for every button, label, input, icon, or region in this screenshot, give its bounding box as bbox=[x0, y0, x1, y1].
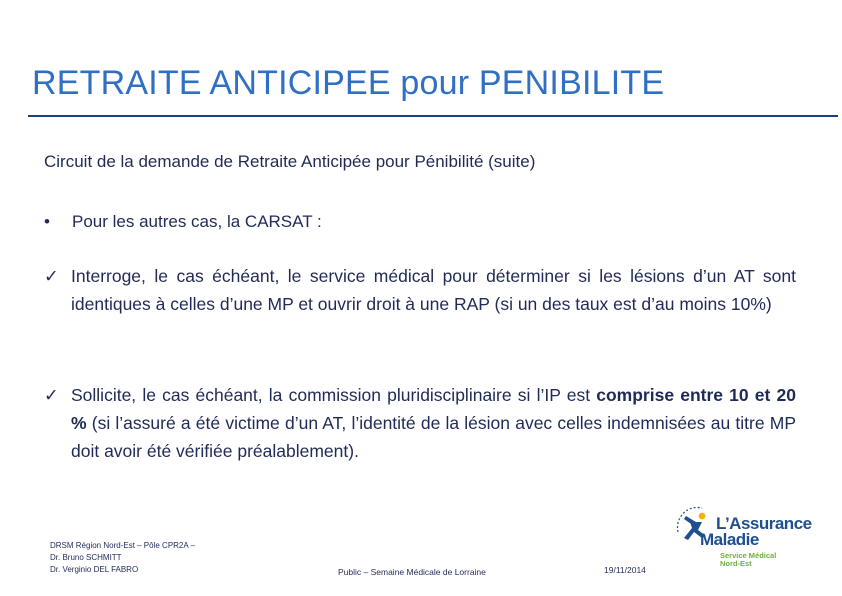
footer-event: Public – Semaine Médicale de Lorraine bbox=[338, 567, 486, 577]
logo-service-line2: Nord-Est bbox=[720, 559, 752, 568]
check-item-1 bbox=[44, 262, 796, 318]
bullet-item bbox=[44, 212, 322, 232]
checkmark-icon: ✓ bbox=[44, 385, 59, 405]
check-item-text: Interroge, le cas échéant, le service médical pour déterminer si les lésions d’un AT sont identiques à celles d’une MP et ouvrir droit à une RAP (si un des taux est d’au moins 10%) bbox=[71, 266, 796, 314]
check-item-text-start: Sollicite, le cas échéant, la commission pluridisciplinaire si l’IP est bbox=[71, 385, 597, 405]
logo-service-label bbox=[720, 552, 776, 568]
check-item-2 bbox=[44, 381, 796, 465]
footer-author-line: DRSM Région Nord-Est – Pôle CPR2A – bbox=[50, 541, 195, 550]
footer-author-line: Dr. Bruno SCHMITT bbox=[50, 553, 122, 562]
check-item-text-emphasis: comprise entre 10 et 20 % bbox=[71, 385, 796, 433]
title-divider bbox=[28, 115, 838, 117]
logo-wordmark-line2: Maladie bbox=[700, 530, 759, 549]
slide-subtitle: Circuit de la demande de Retraite Anticipée pour Pénibilité (suite) bbox=[44, 152, 536, 171]
slide-title: RETRAITE ANTICIPEE pour PENIBILITE bbox=[32, 64, 665, 102]
footer-date: 19/11/2014 bbox=[604, 565, 646, 575]
footer-authors bbox=[50, 540, 195, 576]
check-item-text-end: (si l’assuré a été victime d’un AT, l’identité de la lésion avec celles indemnisées au titre MP doit avoir été vérifiée préalablement). bbox=[71, 413, 796, 461]
logo-service-line1: Service Médical bbox=[720, 551, 777, 560]
bullet-text: Pour les autres cas, la CARSAT : bbox=[72, 212, 322, 231]
assurance-maladie-logo bbox=[672, 496, 812, 570]
check-item-text bbox=[71, 381, 796, 465]
logo-wordmark-line1: L’Assurance bbox=[716, 514, 812, 533]
footer-author-line: Dr. Verginio DEL FABRO bbox=[50, 565, 139, 574]
checkmark-icon: ✓ bbox=[44, 266, 59, 286]
bullet-marker: • bbox=[44, 212, 50, 231]
